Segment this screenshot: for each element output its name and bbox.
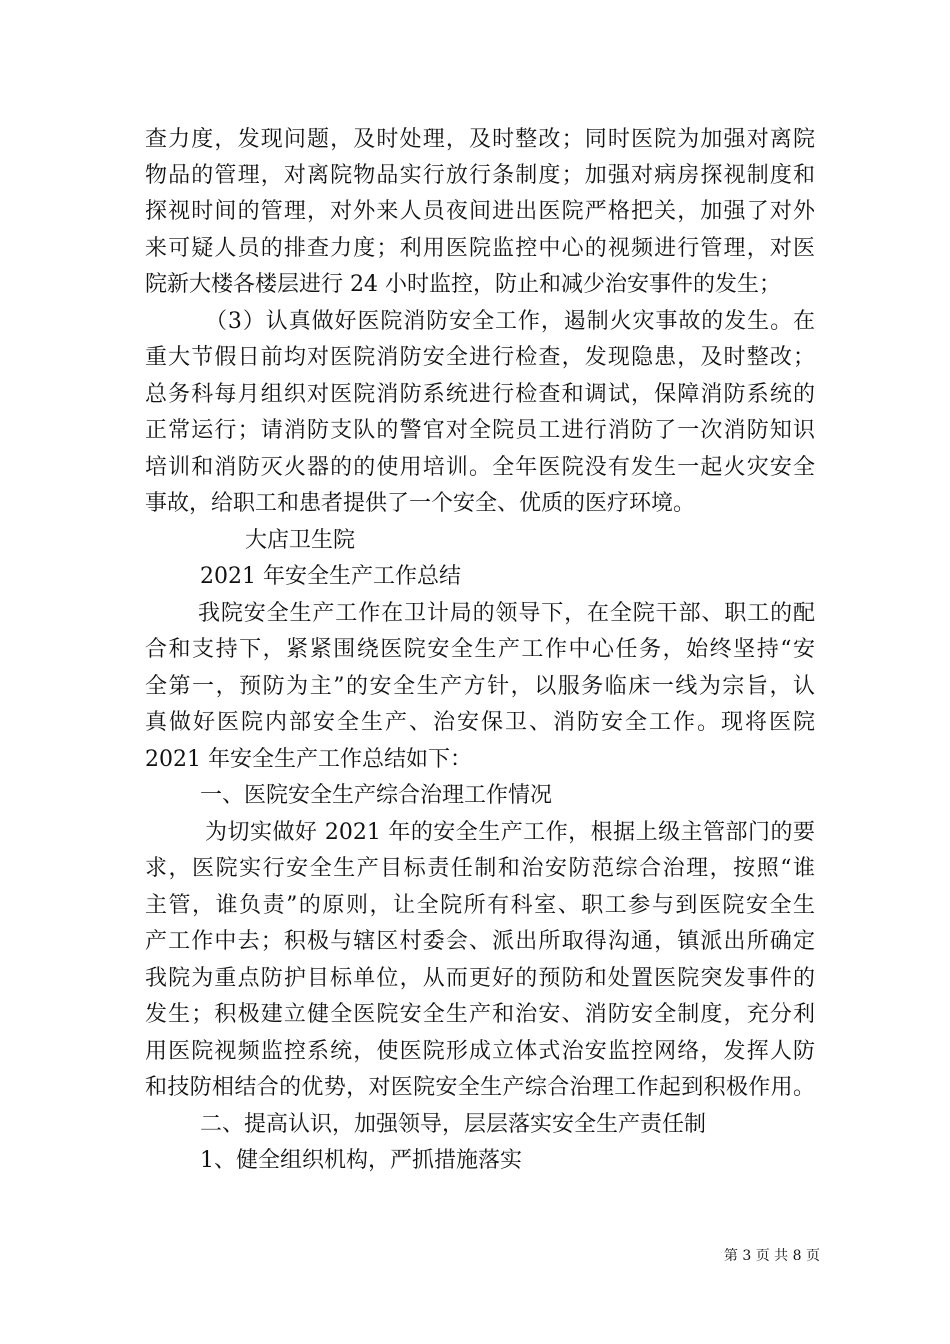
body-line-9: 正常运行；请消防支队的警官对全院员工进行消防了一次消防知识 [145,418,815,443]
body-line-11: 事故，给职工和患者提供了一个安全、优质的医疗环境。 [145,491,696,516]
body-line-27: 和技防相结合的优势，对医院安全生产综合治理工作起到积极作用。 [145,1075,815,1100]
body-line-1: 查力度，发现问题，及时处理，及时整改；同时医院为加强对离院 [145,127,815,152]
paragraph-fire-safety-start: （3）认真做好医院消防安全工作，遏制火灾事故的发生。在 [205,309,815,334]
body-line-5: 院新大楼各楼层进行 24 小时监控，防止和减少治安事件的发生； [145,272,781,297]
body-line-22: 主管，谁负责”的原则，让全院所有科室、职工参与到医院安全生 [145,893,815,918]
body-line-8: 总务科每月组织对医院消防系统进行检查和调试，保障消防系统的 [145,382,815,407]
body-line-24: 我院为重点防护目标单位，从而更好的预防和处置医院突发事件的 [145,966,815,991]
intro-paragraph-start: 我院安全生产工作在卫计局的领导下，在全院干部、职工的配 [198,601,815,626]
body-line-17: 真做好医院内部安全生产、治安保卫、消防安全工作。现将医院 [145,710,815,735]
organization-name: 大店卫生院 [245,528,356,553]
body-line-18: 2021 年安全生产工作总结如下： [145,747,472,772]
page-number: 第 3 页 共 8 页 [723,1248,820,1264]
body-line-16: 全第一，预防为主”的安全生产方针，以服务临床一线为宗旨，认 [145,674,815,699]
document-title: 2021 年安全生产工作总结 [200,564,461,589]
body-line-3: 探视时间的管理，对外来人员夜间进出医院严格把关，加强了对外 [145,199,815,224]
body-line-23: 产工作中去；积极与辖区村委会、派出所取得沟通，镇派出所确定 [145,929,815,954]
body-line-10: 培训和消防灭火器的的使用培训。全年医院没有发生一起火灾安全 [145,455,815,480]
body-line-2: 物品的管理，对离院物品实行放行条制度；加强对病房探视制度和 [145,163,815,188]
section-heading-2: 二、提高认识，加强领导，层层落实安全生产责任制 [200,1112,707,1137]
section-heading-1: 一、医院安全生产综合治理工作情况 [200,783,553,808]
body-line-26: 用医院视频监控系统，使医院形成立体式治安监控网络，发挥人防 [145,1039,815,1064]
subsection-heading-1: 1、健全组织机构，严抓措施落实 [200,1148,522,1173]
section-1-paragraph-start: 为切实做好 2021 年的安全生产工作，根据上级主管部门的要 [205,820,815,845]
body-line-21: 求，医院实行安全生产目标责任制和治安防范综合治理，按照“谁 [145,856,815,881]
body-line-25: 发生；积极建立健全医院安全生产和治安、消防安全制度，充分利 [145,1002,815,1027]
body-line-15: 合和支持下，紧紧围绕医院安全生产工作中心任务，始终坚持“安 [145,637,815,662]
body-line-7: 重大节假日前均对医院消防安全进行检查，发现隐患，及时整改； [145,345,815,370]
body-line-4: 来可疑人员的排查力度；利用医院监控中心的视频进行管理，对医 [145,236,815,261]
